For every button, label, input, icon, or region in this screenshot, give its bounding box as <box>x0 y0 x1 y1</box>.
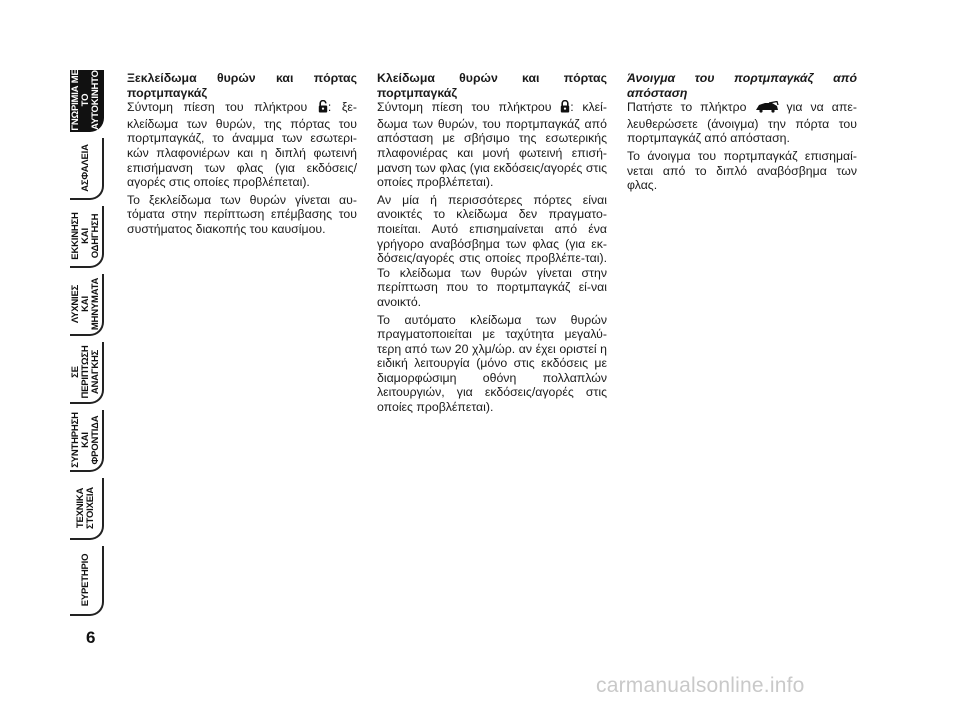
tab-label: ΕΚΚΙΝΗΣΗ ΚΑΙ ΟΔΗΓΗΣΗ <box>70 212 101 260</box>
paragraph: Το αυτόματο κλείδωμα των θυρών πραγματοποιείται με ταχύτητα μεγαλύ-τερη από των 20 χλμ/ώρ. αν έχει οριστεί η ειδική λειτουργία (μόνο στις εκδόσεις με διαμορφώσιμη οθόνη πολλαπλών λειτουργιών, για εκδόσεις/αγορές στις οποίες προβλέπεται). <box>377 312 607 415</box>
page-number: 6 <box>86 628 96 647</box>
tab-maintenance[interactable] <box>70 410 104 472</box>
tab-label: ΤΕΧΝΙΚΑ ΣΤΟΙΧΕΙΑ <box>75 487 96 529</box>
text: Σύντομη πίεση του πλήκτρου <box>127 100 308 115</box>
text: Πατήστε το πλήκτρο <box>627 100 747 115</box>
text: για να απε-λευθερώσετε (άνοιγμα) την πόρτα του πορτμπαγκάζ από απόσταση. <box>627 100 857 146</box>
paragraph <box>377 100 607 190</box>
tab-label: ΕΥΡΕΤΗΡΙΟ <box>80 553 91 607</box>
paragraph <box>627 100 857 146</box>
paragraph: Το άνοιγμα του πορτμπαγκάζ επισημαί-νεται από το διπλό αναβόσβημα των φλας. <box>627 148 857 193</box>
tab-label: ΣΥΝΤΗΡΗΣΗ ΚΑΙ ΦΡΟΝΤΙΔΑ <box>70 412 101 468</box>
paragraph: Το ξεκλείδωμα των θυρών γίνεται αυ-τόματα στην περίπτωση επέμβασης του συστήματος διακοπής του καυσίμου. <box>127 192 357 236</box>
text: : ξε-κλείδωμα των θυρών, της πόρτας του πορτμπαγκάζ, το άναμμα των εσωτερι-κών πλαφονιέρων και η διπλή φωτεινή επισήμανση των φλας (για εκδόσεις/αγορές στις οποίες προβλέπεται). <box>127 100 357 190</box>
tab-technical-data[interactable] <box>70 478 104 540</box>
tab-label: ΣΕ ΠΕΡΙΠΤΩΣΗ ΑΝΑΓΚΗΣ <box>70 345 101 399</box>
column-lock <box>377 71 607 418</box>
tab-emergency[interactable] <box>70 342 104 404</box>
paragraph: Αν μία ή περισσότερες πόρτες είναι ανοικτές το κλείδωμα δεν πραγματο-ποιείται. Αυτό επισημαίνεται από ένα γρήγορο αναβόσβημα των φλας (για εκ-δόσεις/αγορές στις οποίες προβλέπε-ται). Το κλείδωμα των θυρών γίνεται στην περίπτωση που το πορτμπαγκάζ εί-ναι ανοικτό. <box>377 192 607 309</box>
tab-label: ΓΝΩΡΙΜΙΑ ΜΕ ΤΟ ΑΥΤΟΚΙΝΗΤΟ <box>70 69 101 131</box>
heading-trunk: Άνοιγμα του πορτμπαγκάζ από απόσταση <box>627 71 857 100</box>
unlock-icon <box>318 100 328 117</box>
tab-safety[interactable] <box>70 138 104 200</box>
text: : κλεί-δωμα των θυρών, του πορτμπαγκάζ από απόσταση με σβήσιμο της εσωτερικής πλαφονιέρας και μονή φωτεινή επισή-μανση των φλας (για εκδόσεις/αγορές στις οποίες προβλέπεται). <box>377 100 607 190</box>
tab-index[interactable] <box>70 546 104 616</box>
lock-icon <box>560 100 570 117</box>
tab-label: ΛΥΧΝΙΕΣ ΚΑΙ ΜΗΝΥΜΑΤΑ <box>70 277 101 331</box>
text: Σύντομη πίεση του πλήκτρου <box>377 100 552 115</box>
tab-starting-driving[interactable] <box>70 206 104 268</box>
tab-lights-messages[interactable] <box>70 274 104 336</box>
tab-getting-to-know[interactable] <box>70 70 104 132</box>
watermark: carmanualsonline.info <box>596 674 805 697</box>
car-trunk-icon <box>755 101 779 117</box>
column-unlock <box>127 71 357 240</box>
paragraph <box>127 100 357 190</box>
heading-unlock: Ξεκλείδωμα θυρών και πόρτας πορτμπαγκάζ <box>127 71 357 100</box>
tab-label: ΑΣΦΑΛΕΙΑ <box>80 144 91 192</box>
column-trunk <box>627 71 857 196</box>
heading-lock: Κλείδωμα θυρών και πόρτας πορτμπαγκάζ <box>377 71 607 100</box>
